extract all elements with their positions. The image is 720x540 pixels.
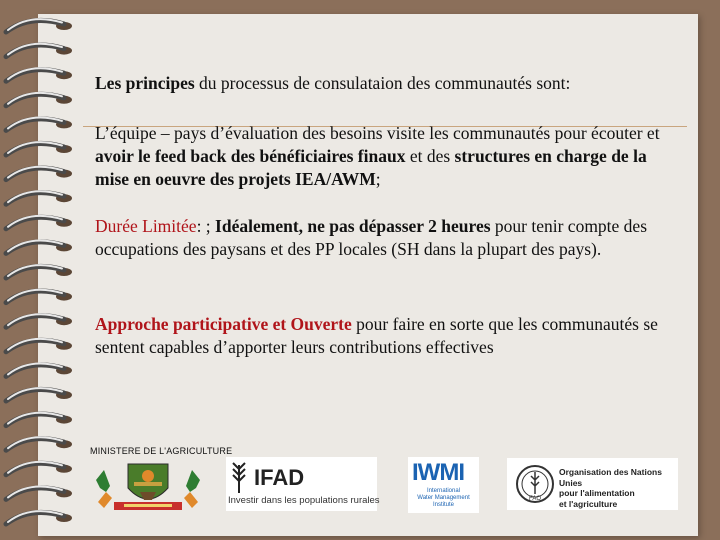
binding-ring [6,19,72,32]
binding-ring [6,314,72,327]
binding-ring [6,191,72,204]
duration-text: pour tenir compte des occupations des paysans et des PP locales (SH dans la plupart des pays). [95,216,648,259]
binding-ring [6,462,72,475]
approach-text: pour faire en sorte que les communautés se sentent capables d’apporter leurs contributions effectives [95,314,658,357]
binding-ring [6,216,72,229]
ifad-logo [226,457,380,511]
paragraph-duration [95,215,685,261]
fao-line3: et l'agriculture [559,498,618,509]
iwmi-name: IWMI [412,459,464,486]
duration-bold: Idéalement, ne pas dépasser 2 heures [215,216,491,236]
iwmi-logo [408,457,479,513]
iwmi-sub3: Institute [432,502,454,508]
approach-title: Approche participative et Ouverte [95,314,352,334]
coat-of-arms-logo [94,458,202,514]
binding-ring [6,44,72,57]
binding-ring [6,437,72,450]
para1-bold2: structures en charge de la mise en oeuvre des projets IEA/AWM [95,146,647,189]
ifad-name: IFAD [254,465,305,490]
para1-bold1: avoir le feed back des bénéficiaires finaux [95,146,406,166]
binding-ring [6,486,72,499]
ifad-tagline: Investir dans les populations rurales [228,495,380,506]
para1-text2: et des [405,146,455,166]
paragraph-team [95,122,685,191]
binding-ring [6,240,72,253]
binding-ring [6,93,72,106]
paragraph-approach [95,313,685,359]
intro-paragraph [95,72,685,95]
para1-text1: L’équipe – pays d’évaluation des besoins visite les communautés pour écouter et [95,123,660,143]
binding-ring [6,117,72,130]
fao-emblem-icon [515,464,555,504]
binding-ring [6,142,72,155]
intro-text: du processus de consulataion des communautés sont: [194,73,571,93]
fao-logo [507,458,678,510]
spiral-binding [0,0,80,540]
intro-bold: Les principes [95,73,195,93]
fao-text [559,467,678,509]
binding-ring [6,167,72,180]
binding-ring [6,413,72,426]
duration-sep: : ; [196,216,216,236]
binding-ring [6,290,72,303]
wheat-icon [228,459,250,493]
binding-ring [6,363,72,376]
iwmi-sub1: International [426,488,461,494]
duration-title: Durée Limitée [95,216,197,236]
iwmi-subtitle [416,488,471,509]
fao-line1: Organisation des Nations Unies [559,467,662,488]
para1-text3: ; [375,169,381,189]
binding-ring [6,265,72,278]
fao-mark: FAO [528,496,542,502]
binding-ring [6,68,72,81]
ministry-label: MINISTERE DE L'AGRICULTURE [90,446,233,456]
binding-ring [6,339,72,352]
fao-line2: pour l'alimentation [559,488,635,498]
iwmi-sub2: Water Management [417,495,470,501]
binding-ring [6,388,72,401]
binding-ring [6,511,72,524]
